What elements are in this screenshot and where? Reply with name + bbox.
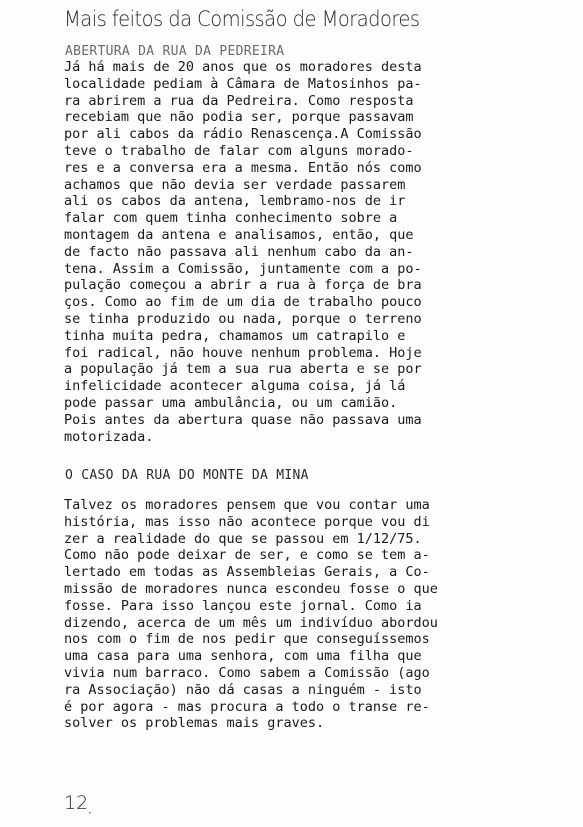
- section-heading-monte-da-mina: O CASO DA RUA DO MONTE DA MINA: [65, 468, 309, 483]
- text-line: uma casa para uma senhora, com uma filha que: [64, 648, 422, 665]
- text-line: por ali cabos da rádio Renascença.A Comissão: [64, 126, 422, 143]
- text-line: lertado em todas as Assembleias Gerais, a Co-: [64, 564, 430, 581]
- text-line: teve o trabalho de falar com alguns morado-: [64, 142, 414, 159]
- text-line: pulação começou a abrir a rua à força de bra: [64, 277, 422, 294]
- section-body-pedreira: [64, 59, 524, 445]
- text-line: Talvez os moradores pensem que vou contar uma: [64, 497, 430, 513]
- text-line: foi radical, não houve nenhum problema. Hoje: [64, 344, 422, 361]
- text-line: res e a conversa era a mesma. Então nós como: [64, 159, 422, 176]
- text-line: tinha muita pedra, chamamos um catrapilo e: [64, 327, 406, 344]
- text-line: solver os problemas mais graves.: [64, 715, 325, 732]
- text-line: nos com o fim de nos pedir que conseguíssemos: [64, 631, 430, 648]
- text-line: tena. Assim a Comissão, juntamente com a po-: [64, 260, 422, 277]
- text-line: pode passar uma ambulância, ou um camião.: [64, 394, 398, 411]
- text-line: montagem da antena e analisamos, então, que: [64, 226, 414, 243]
- text-line: história, mas isso não acontece porque vou di: [64, 513, 430, 530]
- text-line: ali os cabos da antena, lembramo-nos de ir: [64, 193, 406, 210]
- text-line: a população já tem a sua rua aberta e se por: [64, 361, 422, 378]
- text-line: Já há mais de 20 anos que os moradores desta: [64, 59, 422, 75]
- text-line: dizendo, acerca de um mês um indivíduo abordou: [64, 614, 438, 631]
- text-line: Como não pode deixar de ser, e como se tem a-: [64, 547, 430, 564]
- text-line: é por agora - mas procura a todo o transe re-: [64, 698, 430, 715]
- text-line: achamos que não devia ser verdade passarem: [64, 176, 406, 193]
- page-number: 12: [64, 792, 89, 814]
- page-header-title: Mais feitos da Comissão de Moradores: [64, 7, 420, 31]
- text-line: Pois antes da abertura quase não passava uma: [64, 411, 422, 428]
- text-line: ra Associação) não dá casas a ninguém - isto: [64, 681, 422, 698]
- text-line: ços. Como ao fim de um dia de trabalho pouco: [64, 294, 422, 311]
- text-line: localidade pediam à Câmara de Matosinhos pa-: [64, 75, 422, 92]
- section-body-monte-da-mina: [64, 497, 524, 732]
- text-line: fosse. Para isso lançou este jornal. Como ia: [64, 597, 422, 614]
- text-line: infelicidade acontecer alguma coisa, já lá: [64, 378, 406, 395]
- text-line: vivia num barraco. Como sabem a Comissão (ago: [64, 664, 430, 681]
- print-mark: ·: [88, 806, 92, 820]
- text-line: missão de moradores nunca escondeu fosse o que: [64, 580, 438, 597]
- text-line: se tinha produzido ou nada, porque o terreno: [64, 310, 422, 327]
- text-line: motorizada.: [64, 428, 154, 445]
- text-line: falar com quem tinha conhecimento sobre a: [64, 210, 398, 227]
- text-line: recebiam que não podia ser, porque passavam: [64, 109, 414, 126]
- text-line: ra abrirem a rua da Pedreira. Como resposta: [64, 92, 414, 109]
- section-heading-pedreira: ABERTURA DA RUA DA PEDREIRA: [65, 44, 285, 59]
- text-line: zer a realidade do que se passou em 1/12/75.: [64, 530, 422, 547]
- text-line: de facto não passava ali nenhum cabo da an-: [64, 243, 414, 260]
